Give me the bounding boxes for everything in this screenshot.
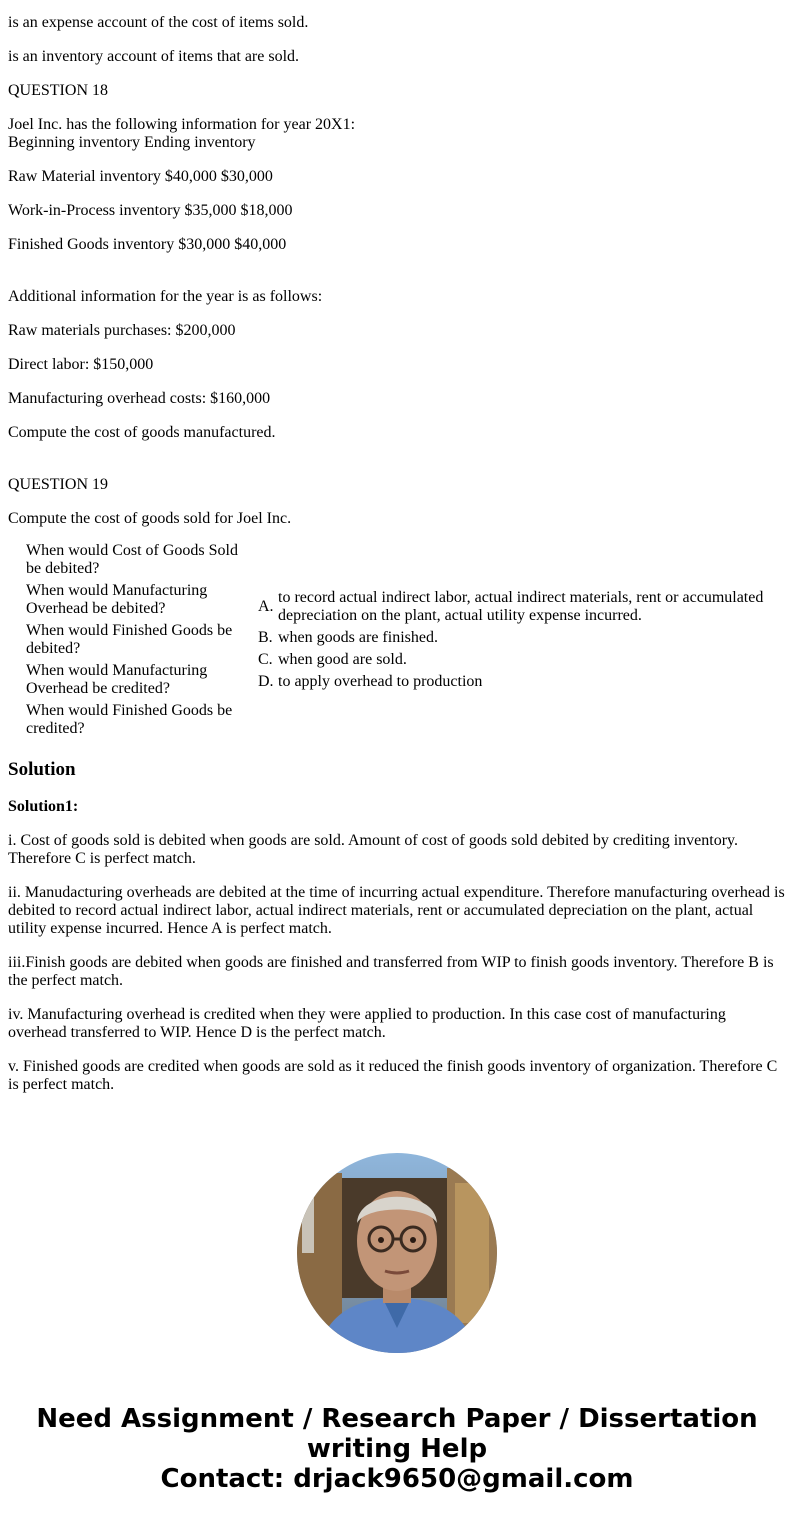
matching-table — [8, 542, 786, 742]
option-text: when goods are finished. — [278, 629, 438, 646]
inventory-row: Finished Goods inventory $30,000 $40,000 — [8, 236, 287, 253]
matching-option — [258, 651, 786, 669]
solution-heading: Solution — [8, 759, 76, 780]
inventory-row: Raw Material inventory $40,000 $30,000 — [8, 168, 273, 185]
solution-item: v. Finished goods are credited when goods are sold as it reduced the finish goods inventory of organization. Therefore C is perfect match. — [8, 1058, 778, 1093]
question-18-title: QUESTION 18 — [8, 82, 108, 99]
footer-line: Need Assignment / Research Paper / Dissertation — [36, 1404, 758, 1434]
solution-item: iii.Finish goods are debited when goods are finished and transferred from WIP to finish goods inventory. Therefore B is the perfect match. — [8, 954, 774, 989]
solution-item: iv. Manufacturing overhead is credited when they were applied to production. In this case cost of manufacturing overhead transferred to WIP. Hence D is the perfect match. — [8, 1006, 726, 1041]
option-letter: A. — [258, 598, 274, 615]
question-19-title: QUESTION 19 — [8, 476, 108, 493]
option-letter: C. — [258, 651, 273, 668]
solution-item: i. Cost of goods sold is debited when goods are sold. Amount of cost of goods sold debited by crediting inventory. Therefore C is perfect match. — [8, 832, 738, 867]
solution-item: ii. Manudacturing overheads are debited at the time of incurring actual expenditure. Therefore manufacturing overhead is debited to record actual indirect labor, actual indirect materials, rent or accumulated depreciation on the plant, actual utility expense incurred. Hence A is perfect match. — [8, 884, 785, 937]
matching-question: When would Finished Goods be credited? — [26, 702, 233, 737]
matching-questions — [8, 542, 258, 742]
option-text: to record actual indirect labor, actual indirect materials, rent or accumulated depreciation on the plant, actual utility expense incurred. — [278, 589, 764, 624]
solution-subheading: Solution1: — [8, 798, 79, 815]
matching-options — [258, 589, 786, 695]
question-19-task: Compute the cost of goods sold for Joel Inc. — [8, 510, 292, 527]
intro-line: Joel Inc. has the following information for year 20X1: — [8, 116, 356, 133]
option-text: is an expense account of the cost of items sold. — [8, 14, 309, 31]
avatar — [297, 1153, 497, 1353]
inventory-row: Work-in-Process inventory $35,000 $18,000 — [8, 202, 293, 219]
matching-option — [258, 629, 786, 647]
intro-line: Beginning inventory Ending inventory — [8, 134, 256, 151]
option-text: is an inventory account of items that are sold. — [8, 48, 300, 65]
option-text: to apply overhead to production — [278, 673, 483, 690]
option-letter: D. — [258, 673, 274, 690]
matching-question: When would Manufacturing Overhead be debited? — [26, 582, 208, 617]
option-text: when good are sold. — [278, 651, 407, 668]
footer-banner — [0, 1404, 794, 1494]
additional-title: Additional information for the year is as follows: — [8, 288, 323, 305]
footer-contact: Contact: drjack9650@gmail.com — [160, 1464, 634, 1494]
option-letter: B. — [258, 629, 273, 646]
matching-question: When would Finished Goods be debited? — [26, 622, 233, 657]
additional-item: Manufacturing overhead costs: $160,000 — [8, 390, 271, 407]
matching-option — [258, 589, 786, 625]
matching-question: When would Cost of Goods Sold be debited? — [26, 542, 238, 577]
document-body — [8, 14, 786, 1110]
additional-item: Raw materials purchases: $200,000 — [8, 322, 236, 339]
question-18-task: Compute the cost of goods manufactured. — [8, 424, 276, 441]
matching-option — [258, 673, 786, 691]
person-portrait-icon — [297, 1153, 497, 1353]
matching-question: When would Manufacturing Overhead be credited? — [26, 662, 208, 697]
question-18-intro — [8, 116, 786, 152]
footer-line: writing Help — [306, 1434, 488, 1464]
additional-item: Direct labor: $150,000 — [8, 356, 154, 373]
